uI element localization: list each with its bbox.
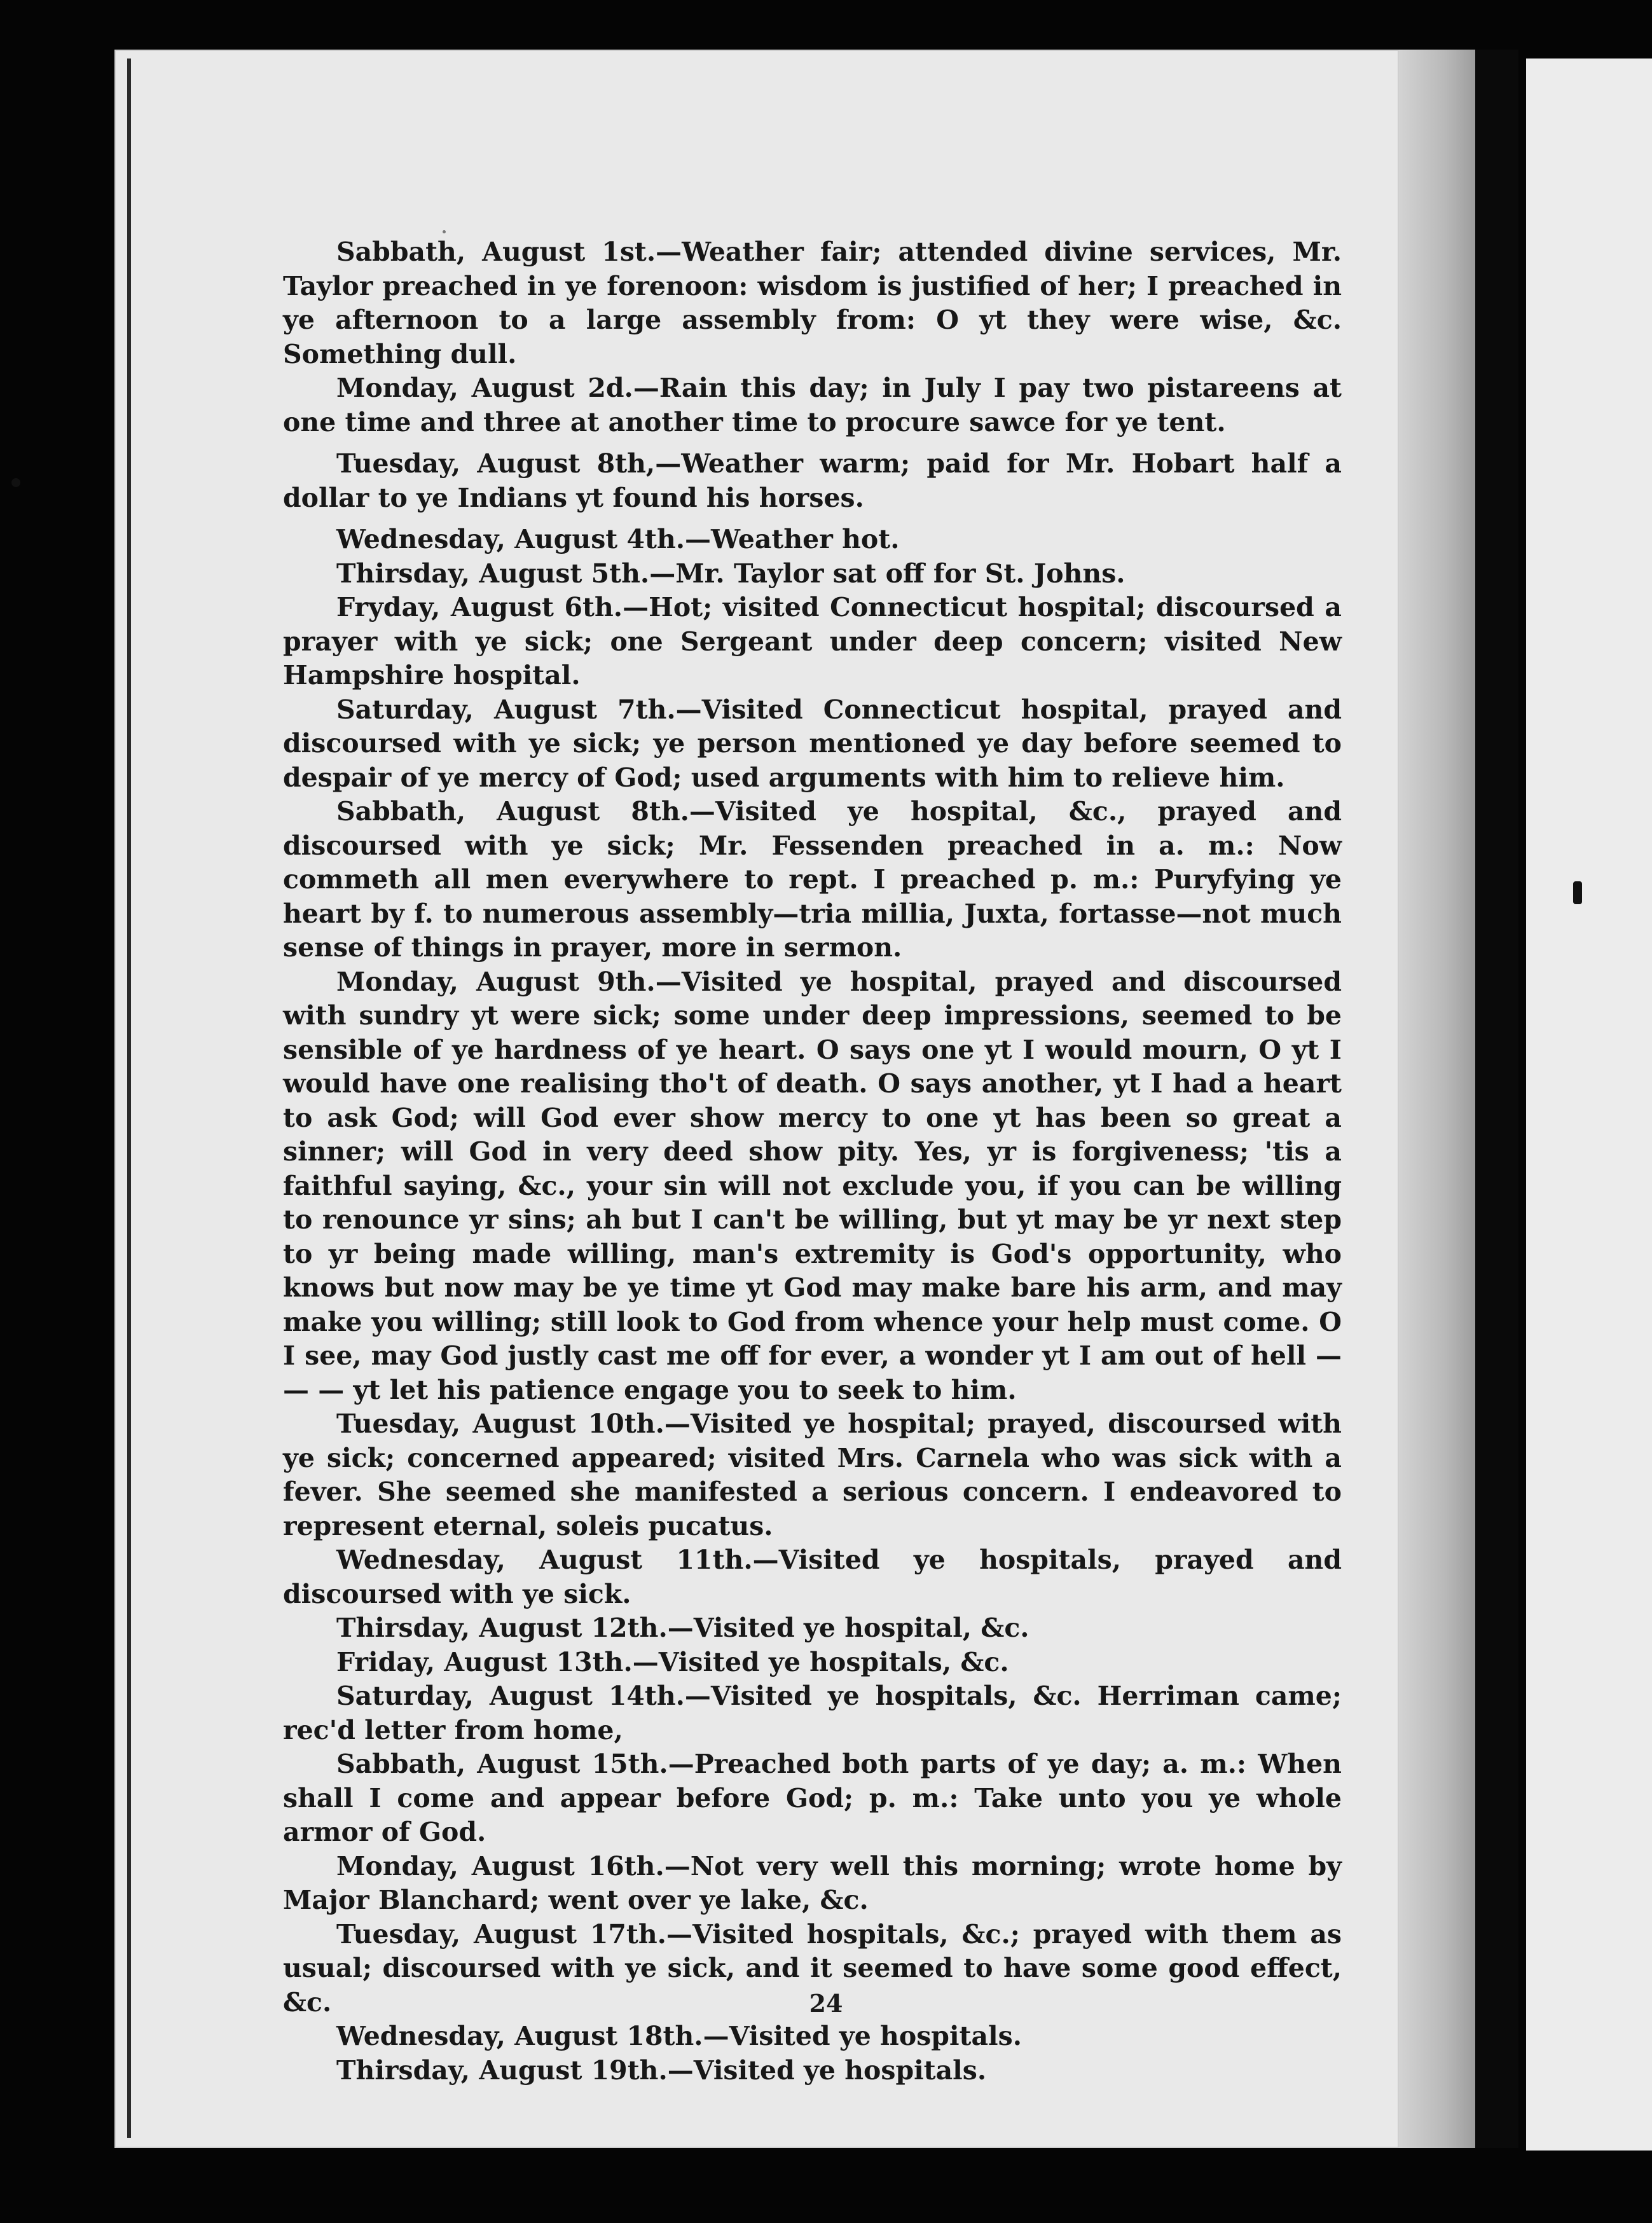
diary-entry: Monday, August 16th.—Not very well this morning; wrote home by Major Blanchard; went over ye lake, &c. (283, 1850, 1342, 1915)
book-spine (1475, 50, 1518, 2148)
diary-entry: Friday, August 13th.—Visited ye hospitals, &c. (336, 1646, 1009, 1677)
scan-speck (11, 478, 20, 487)
scan-speck (1573, 881, 1582, 904)
diary-entry: Saturday, August 14th.—Visited ye hospitals, &c. Herriman came; rec'd letter from home, (283, 1681, 1342, 1745)
diary-entry: Tuesday, August 8th,—Weather warm; paid for Mr. Hobart half a dollar to ye Indians yt found his horses. (283, 448, 1342, 513)
diary-entry: Fryday, August 6th.—Hot; visited Connecticut hospital; discoursed a prayer with ye sick; one Sergeant under deep concern; visited New Hampshire hospital. (283, 592, 1342, 691)
diary-entry: Thirsday, August 12th.—Visited ye hospital, &c. (336, 1613, 1029, 1643)
diary-entry: Monday, August 2d.—Rain this day; in July I pay two pistareens at one time and three at another time to procure sawce for ye tent. (283, 373, 1342, 437)
page-edge-line (127, 59, 131, 2138)
diary-entry: Sabbath, August 8th.—Visited ye hospital, &c., prayed and discoursed with ye sick; Mr. Fessenden preached in a. m.: Now commeth all men everywhere to rept. I preached p. m.: Puryfying ye heart by f. to numerous assembly—tria millia, Juxta, fortasse—not much sense of things in prayer, more in sermon. (283, 796, 1342, 963)
diary-entry: Sabbath, August 15th.—Preached both parts of ye day; a. m.: When shall I come and appear before God; p. m.: Take unto you ye whole armor of God. (283, 1749, 1342, 1847)
gutter-shadow (1399, 50, 1475, 2148)
diary-entry: Sabbath, August 1st.—Weather fair; attended divine services, Mr. Taylor preached in ye forenoon: wisdom is justified of her; I preached in ye afternoon to a large assembly from: O yt they were wise, &c. Something dull. (283, 237, 1342, 369)
diary-entry: Tuesday, August 10th.—Visited ye hospital; prayed, discoursed with ye sick; concerned appeared; visited Mrs. Carnela who was sick with a fever. She seemed she manifested a serious concern. I endeavored to represent eternal, soleis pucatus. (283, 1408, 1342, 1541)
diary-entry: Wednesday, August 11th.—Visited ye hospitals, prayed and discoursed with ye sick. (283, 1545, 1342, 1609)
diary-entry: Thirsday, August 19th.—Visited ye hospitals. (336, 2054, 987, 2086)
facing-page-edge (1526, 59, 1652, 2151)
diary-text (283, 235, 1342, 2088)
diary-entry: Saturday, August 7th.—Visited Connecticut hospital, prayed and discoursed with ye sick; ye person mentioned ye day before seemed to despair of ye mercy of God; used arguments with him to relieve him. (283, 694, 1342, 793)
diary-entry: Thirsday, August 5th.—Mr. Taylor sat off for St. Johns. (336, 558, 1125, 589)
diary-entry: Wednesday, August 4th.—Weather hot. (336, 524, 900, 554)
diary-entry: Wednesday, August 18th.—Visited ye hospitals. (336, 2021, 1022, 2051)
scan-speck (443, 230, 446, 233)
page-number: 24 (809, 1989, 843, 2018)
diary-entry: Tuesday, August 17th.—Visited hospitals, &c.; prayed with them as usual; discoursed with ye sick, and it seemed to have some good effect, &c. (283, 1918, 1342, 2018)
diary-entry: Monday, August 9th.—Visited ye hospital, prayed and discoursed with sundry yt were sick; some under deep impressions, seemed to be sensible of ye hardness of ye heart. O says one yt I would mourn, O yt I would have one realising tho't of death. O says another, yt I had a heart to ask God; will God ever show mercy to one yt has been so great a sinner; will God in very deed show pity. Yes, yr is forgiveness; 'tis a faithful saying, &c., your sin will not exclude you, if you can be willing to renounce yr sins; ah but I can't be willing, but yt may be yr next step to yr being made willing, man's extremity is God's opportunity, who knows but now may be ye time yt God may make bare his arm, and may make you willing; still look to God from whence your help must come. O I see, may God justly cast me off for ever, a wonder yt I am out of hell — — — yt let his patience engage you to seek to him. (283, 966, 1342, 1405)
